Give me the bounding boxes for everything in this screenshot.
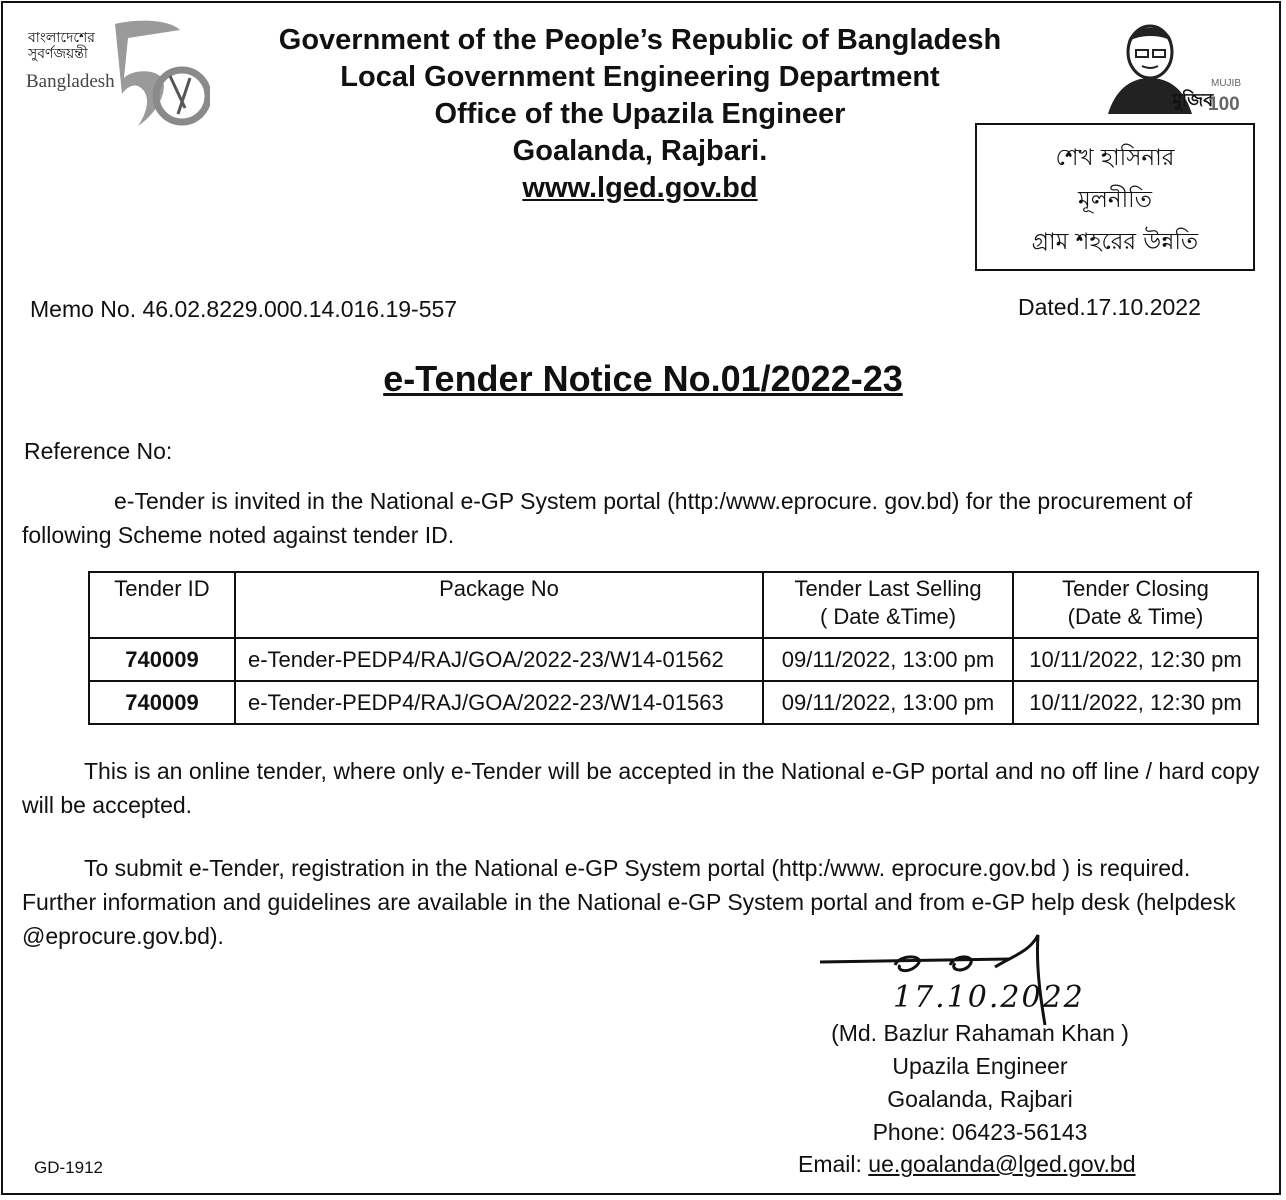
header-package-no: Package No <box>235 572 763 638</box>
cell-tender-id: 740009 <box>89 638 235 681</box>
jubilee-country-text: Bangladesh <box>26 71 115 92</box>
slogan-line-2: মূলনীতি <box>1077 187 1153 213</box>
header-closing: Tender Closing (Date & Time) <box>1013 572 1258 638</box>
mujib-label: MUJIB <box>1211 78 1241 89</box>
signatory-name: (Md. Bazlur Rahaman Khan ) <box>831 1020 1129 1046</box>
mujib-100-logo <box>1098 16 1244 116</box>
header-last-selling: Tender Last Selling ( Date &Time) <box>763 572 1013 638</box>
memo-number: Memo No. 46.02.8229.000.14.016.19-557 <box>30 296 458 322</box>
table-header-row <box>89 572 1258 638</box>
tender-table <box>88 571 1259 725</box>
cell-closing: 10/11/2022, 12:30 pm <box>1013 681 1258 724</box>
cell-last-selling: 09/11/2022, 13:00 pm <box>763 681 1013 724</box>
submission-paragraph: To submit e-Tender, registration in the National e-GP System portal (http:/www. eprocure.gov.bd ) is required. Further information and guidelines are available in the National e-GP System portal and from e-GP help desk (helpdesk @eprocure.gov.bd). <box>22 855 1236 949</box>
signatory-office: Goalanda, Rajbari <box>887 1086 1073 1112</box>
footer-code: GD-1912 <box>34 1158 103 1177</box>
cell-package-no: e-Tender-PEDP4/RAJ/GOA/2022-23/W14-01563 <box>235 681 763 724</box>
handwritten-date: 17.10.2022 <box>893 980 1085 1015</box>
office-name: Office of the Upazila Engineer <box>434 98 846 130</box>
header-tender-id: Tender ID <box>89 572 235 638</box>
cell-package-no: e-Tender-PEDP4/RAJ/GOA/2022-23/W14-01562 <box>235 638 763 681</box>
signatory-phone: Phone: 06423-56143 <box>872 1119 1088 1145</box>
signatory-designation: Upazila Engineer <box>892 1053 1068 1079</box>
table-row <box>89 638 1258 681</box>
cell-closing: 10/11/2022, 12:30 pm <box>1013 638 1258 681</box>
signatory-email: Email: ue.goalanda@lged.gov.bd <box>798 1151 1136 1177</box>
slogan-line-3: গ্রাম শহরের উন্নতি <box>1031 229 1199 255</box>
cell-last-selling: 09/11/2022, 13:00 pm <box>763 638 1013 681</box>
email-link[interactable]: ue.goalanda@lged.gov.bd <box>868 1151 1136 1177</box>
table-row <box>89 681 1258 724</box>
notice-title: e-Tender Notice No.01/2022-23 <box>383 358 903 399</box>
online-tender-paragraph: This is an online tender, where only e-Tender will be accepted in the National e-GP portal and no off line / hard copy will be accepted. <box>22 758 1260 818</box>
mujib-number: 100 <box>1208 94 1240 115</box>
mujib-bengali-text: মুজিব <box>1172 90 1214 111</box>
department-name: Local Government Engineering Department <box>340 61 940 93</box>
website-link[interactable]: www.lged.gov.bd <box>522 172 758 204</box>
jubilee-bengali-text: বাংলাদেশের সুবর্ণজয়ন্তী <box>28 30 95 62</box>
intro-paragraph: e-Tender is invited in the National e-GP System portal (http:/www.eprocure. gov.bd) for the procurement of following Scheme noted against tender ID. <box>22 488 1193 548</box>
govt-name: Government of the People’s Republic of Bangladesh <box>278 24 1002 56</box>
slogan-box <box>975 123 1255 271</box>
cell-tender-id: 740009 <box>89 681 235 724</box>
slogan-line-1: শেখ হাসিনার <box>1055 145 1175 171</box>
letterhead <box>200 22 1080 207</box>
office-location: Goalanda, Rajbari. <box>512 135 768 167</box>
reference-line: Reference No: <box>24 438 173 464</box>
signatory-block <box>790 1017 1170 1149</box>
memo-date: Dated.17.10.2022 <box>1018 294 1201 320</box>
golden-jubilee-logo <box>20 16 210 131</box>
